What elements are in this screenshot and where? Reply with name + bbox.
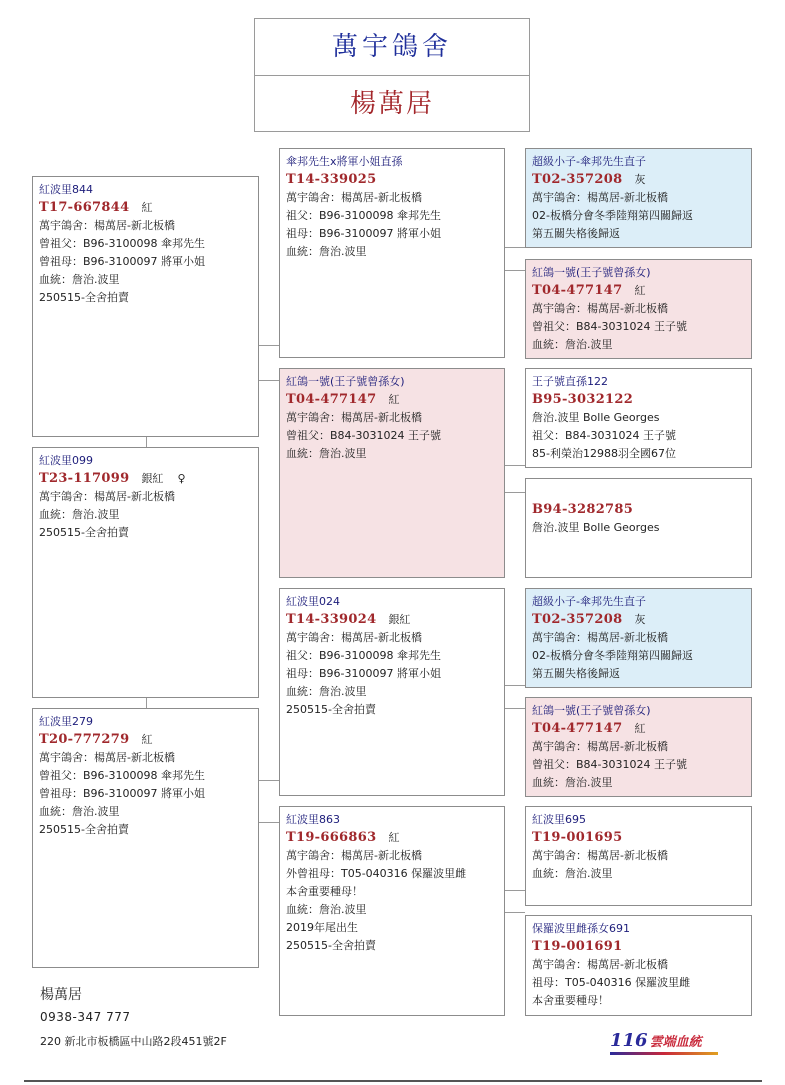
bird-name: 王子號直孫122: [532, 375, 608, 388]
pedigree-card-gen3-7[interactable]: [525, 806, 752, 906]
bird-name: 紅波里863: [286, 813, 340, 826]
connector: [146, 698, 147, 708]
pedigree-card-gen1-1[interactable]: [32, 176, 259, 437]
info-line: 外曾祖母：T05-040316 保羅波里雌: [286, 867, 467, 880]
info-line: 萬宇鴿舍：楊萬居-新北板橋: [286, 191, 422, 204]
feather-color: 紅: [388, 393, 400, 406]
info-line: 曾祖父：B84-3031024 王子號: [532, 758, 687, 771]
info-line: 曾祖父：B96-3100098 傘邦先生: [39, 237, 205, 250]
pedigree-card-gen3-3[interactable]: [525, 368, 752, 468]
connector: [505, 912, 525, 913]
info-line: 本舍重要種母！: [532, 994, 609, 1007]
info-line: 祖父：B96-3100098 傘邦先生: [286, 649, 441, 662]
connector: [259, 345, 279, 346]
connector: [505, 890, 525, 891]
info-line: 血統：詹治.波里: [39, 273, 120, 286]
ring-number: T14-339024: [286, 612, 377, 627]
info-line: 250515-全舍拍賣: [286, 703, 376, 716]
info-line: 曾祖母：B96-3100097 將軍小姐: [39, 787, 205, 800]
info-line: 血統：詹治.波里: [39, 508, 120, 521]
connector: [505, 465, 525, 466]
logo-underline: [610, 1052, 718, 1055]
info-line: 萬宇鴿舍：楊萬居-新北板橋: [39, 490, 175, 503]
info-line: 血統：詹治.波里: [532, 867, 613, 880]
loft-name: 萬宇鴿舍: [255, 19, 529, 76]
page-divider: [24, 1080, 762, 1082]
bird-name: 紅波里279: [39, 715, 93, 728]
bird-name: 紅鴿一號(王子號曾孫女): [532, 266, 651, 279]
info-line: 血統：詹治.波里: [532, 776, 613, 789]
logo-number: 116: [610, 1030, 648, 1051]
info-line: 第五關失格後歸返: [532, 227, 620, 240]
info-line: 血統：詹治.波里: [286, 245, 367, 258]
info-line: 血統：詹治.波里: [286, 447, 367, 460]
pedigree-card-gen2-1[interactable]: [279, 148, 505, 358]
pedigree-header: [254, 18, 530, 132]
footer-name: 楊萬居: [40, 987, 82, 1003]
info-line: 250515-全舍拍賣: [39, 823, 129, 836]
feather-color: 紅: [141, 201, 153, 214]
ring-number: T20-777279: [39, 732, 130, 747]
bird-name: 傘邦先生x將軍小姐直孫: [286, 155, 403, 168]
info-line: 萬宇鴿舍：楊萬居-新北板橋: [286, 849, 422, 862]
feather-color: 銀紅: [388, 613, 411, 626]
ring-number: T04-477147: [286, 392, 377, 407]
info-line: 詹治.波里 Bolle Georges: [532, 411, 660, 424]
info-line: 曾祖父：B84-3031024 王子號: [532, 320, 687, 333]
info-line: 祖母：B96-3100097 將軍小姐: [286, 227, 441, 240]
ring-number: B94-3282785: [532, 502, 634, 517]
info-line: 萬宇鴿舍：楊萬居-新北板橋: [286, 411, 422, 424]
ring-number: T19-001695: [532, 830, 623, 845]
info-line: 第五關失格後歸返: [532, 667, 620, 680]
feather-color: 紅: [141, 733, 153, 746]
info-line: 曾祖父：B84-3031024 王子號: [286, 429, 441, 442]
pedigree-card-gen3-5[interactable]: [525, 588, 752, 688]
ring-number: T04-477147: [532, 283, 623, 298]
feather-color: 銀紅: [141, 472, 164, 485]
feather-color: 灰: [634, 613, 646, 626]
cloud-pedigree-logo: [610, 1030, 720, 1056]
sex-icon: ♀: [177, 472, 186, 485]
ring-number: B95-3032122: [532, 392, 634, 407]
connector: [505, 492, 525, 493]
info-line: 祖母：T05-040316 保羅波里雌: [532, 976, 691, 989]
info-line: 曾祖母：B96-3100097 將軍小姐: [39, 255, 205, 268]
feather-color: 灰: [634, 173, 646, 186]
pedigree-card-gen1-2[interactable]: [32, 447, 259, 698]
info-line: 2019年尾出生: [286, 921, 358, 934]
bird-name: 紅鴿一號(王子號曾孫女): [286, 375, 405, 388]
ring-number: T02-357208: [532, 612, 623, 627]
footer-phone: 0938-347 777: [40, 1010, 131, 1024]
connector: [505, 270, 525, 271]
ring-number: T17-667844: [39, 200, 130, 215]
connector: [505, 708, 525, 709]
info-line: 萬宇鴿舍：楊萬居-新北板橋: [532, 740, 668, 753]
bird-name: 紅鴿一號(王子號曾孫女): [532, 704, 651, 717]
info-line: 曾祖父：B96-3100098 傘邦先生: [39, 769, 205, 782]
bird-name: 超級小子-傘邦先生直子: [532, 155, 646, 168]
connector: [505, 247, 525, 248]
info-line: 250515-全舍拍賣: [286, 939, 376, 952]
info-line: 祖母：B96-3100097 將軍小姐: [286, 667, 441, 680]
ring-number: T04-477147: [532, 721, 623, 736]
footer-address: 220 新北市板橋區中山路2段451號2F: [40, 1035, 227, 1048]
bird-name: 紅波里695: [532, 813, 586, 826]
info-line: 萬宇鴿舍：楊萬居-新北板橋: [532, 958, 668, 971]
info-line: 祖父：B96-3100098 傘邦先生: [286, 209, 441, 222]
info-line: 02-板橋分會冬季陸翔第四關歸返: [532, 649, 693, 662]
bird-name: 超級小子-傘邦先生直子: [532, 595, 646, 608]
info-line: 血統：詹治.波里: [286, 903, 367, 916]
info-line: 詹治.波里 Bolle Georges: [532, 521, 660, 534]
ring-number: T23-117099: [39, 471, 130, 486]
ring-number: T19-666863: [286, 830, 377, 845]
owner-name: 楊萬居: [349, 89, 434, 119]
connector: [505, 685, 525, 686]
bird-name: 保羅波里雌孫女691: [532, 922, 630, 935]
info-line: 祖父：B84-3031024 王子號: [532, 429, 676, 442]
feather-color: 紅: [388, 831, 400, 844]
pedigree-card-gen2-2[interactable]: [279, 368, 505, 578]
info-line: 血統：詹治.波里: [39, 805, 120, 818]
info-line: 血統：詹治.波里: [286, 685, 367, 698]
pedigree-card-gen2-4[interactable]: [279, 806, 505, 1016]
bird-name: 紅波里099: [39, 454, 93, 467]
info-line: 萬宇鴿舍：楊萬居-新北板橋: [532, 631, 668, 644]
ring-number: T14-339025: [286, 172, 377, 187]
info-line: 250515-全舍拍賣: [39, 526, 129, 539]
info-line: 萬宇鴿舍：楊萬居-新北板橋: [532, 849, 668, 862]
bird-name: 紅波里844: [39, 183, 93, 196]
connector: [259, 380, 279, 381]
info-line: 萬宇鴿舍：楊萬居-新北板橋: [532, 191, 668, 204]
feather-color: 紅: [634, 284, 646, 297]
feather-color: 紅: [634, 722, 646, 735]
info-line: 本舍重要種母！: [286, 885, 363, 898]
pedigree-card-gen3-2[interactable]: [525, 259, 752, 359]
info-line: 萬宇鴿舍：楊萬居-新北板橋: [39, 219, 175, 232]
info-line: 血統：詹治.波里: [532, 338, 613, 351]
pedigree-card-gen3-1[interactable]: [525, 148, 752, 248]
pedigree-card-gen3-8[interactable]: [525, 915, 752, 1016]
pedigree-card-gen3-6[interactable]: [525, 697, 752, 797]
info-line: 萬宇鴿舍：楊萬居-新北板橋: [532, 302, 668, 315]
logo-text: 雲端血統: [649, 1035, 702, 1050]
pedigree-card-gen3-4[interactable]: [525, 478, 752, 578]
connector: [146, 437, 147, 447]
pedigree-card-gen2-3[interactable]: [279, 588, 505, 796]
connector: [259, 822, 279, 823]
connector: [259, 780, 279, 781]
info-line: 02-板橋分會冬季陸翔第四關歸返: [532, 209, 693, 222]
info-line: 萬宇鴿舍：楊萬居-新北板橋: [39, 751, 175, 764]
pedigree-card-gen1-3[interactable]: [32, 708, 259, 968]
ring-number: T19-001691: [532, 939, 623, 954]
info-line: 85-利榮治12988羽全國67位: [532, 447, 676, 460]
ring-number: T02-357208: [532, 172, 623, 187]
info-line: 250515-全舍拍賣: [39, 291, 129, 304]
bird-name: 紅波里024: [286, 595, 340, 608]
info-line: 萬宇鴿舍：楊萬居-新北板橋: [286, 631, 422, 644]
